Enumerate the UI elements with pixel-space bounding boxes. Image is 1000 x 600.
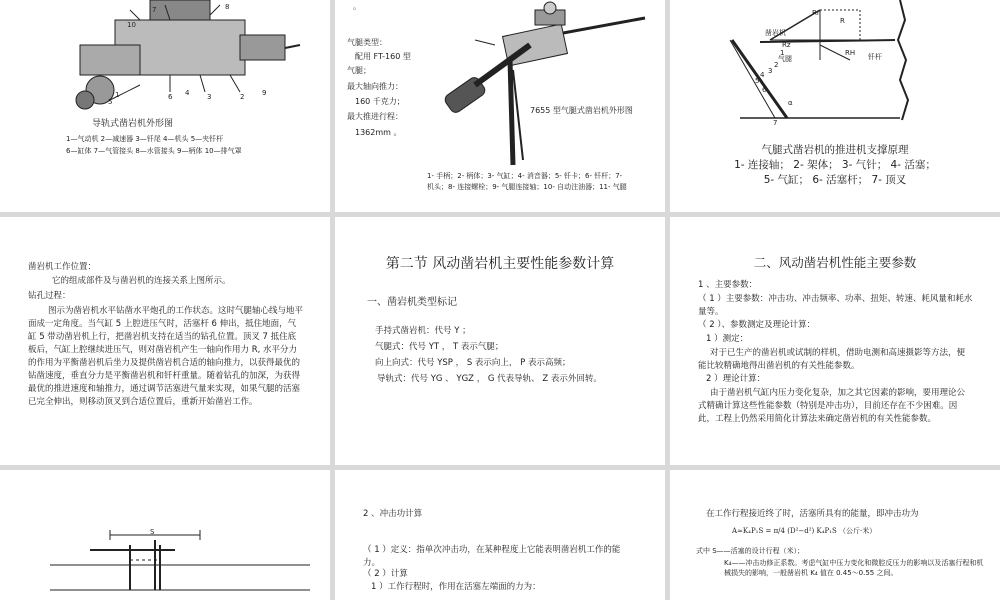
diagram-num-4: 4 [760,71,765,79]
slide-3-caption-title: 气腿式凿岩机的推进机支撑原理 [761,144,909,156]
slide-thumbnail-8[interactable] [335,470,665,600]
slide-9-line-1: 在工作行程接近终了时，活塞所具有的能量，即冲击功为 [706,509,919,519]
diagram-num-3: 3 [768,67,773,75]
slide-6-line-5: 对于已生产的凿岩机或试制的样机，借助电测和高速摄影等方法，便能比较精确地得出凿岩机的有关性能参数。 [698,348,966,371]
spec-line-6: 最大推进行程： [347,112,403,121]
slide-4-heading-1: 凿岩机工作位置： [28,262,97,272]
slide-1-legend-row-2: 6—缸体 7—气管接头 8—水管接头 9—柄体 10—排气罩 [66,147,242,155]
rock-drill-rail-illustration [0,0,330,125]
diagram-label-3: 3 [207,93,212,101]
label-R: R [840,17,845,25]
slide-thumbnail-1[interactable] [0,0,330,212]
slide-4-heading-2: 钻孔过程： [28,291,71,301]
spec-line-1: 气腿类型： [347,38,387,47]
label-alpha: α [788,99,793,107]
label-Rz: Rz [782,41,791,49]
slide-8-line-1: （ 1 ）定义：指单次冲击功，在某种程度上它能表明凿岩机工作的能力。 [363,545,621,568]
diagram-num-7: 7 [773,119,778,127]
diagram-num-6: 6 [762,86,767,94]
slide-thumbnail-7[interactable] [0,470,330,600]
label-leg: 气腿 [778,55,792,63]
slide-1-caption: 导轨式凿岩机外形图 [92,119,174,129]
spec-line-4: 最大轴向推力： [347,82,403,91]
spec-line-5: 160 千克力； [355,97,405,106]
piston-stroke-diagram [0,470,330,600]
impact-work-formula: A≈K₄P₁S = π/4 (D²−d²) K₄P₁S （公斤·米） [732,527,877,535]
spec-line-7: 1362mm 。 [355,128,402,137]
diagram-num-1: 1 [780,49,785,57]
slide-thumbnail-5[interactable] [335,217,665,465]
diagram-label-6: 6 [168,93,173,101]
diagram-label-1: 1 [115,91,120,99]
slide-9-where-line: 式中 S——活塞的设计行程（米）； [696,547,805,555]
slide-6-line-4: 1 ）测定： [706,334,749,344]
diagram-label-2: 2 [240,93,245,101]
label-Rh: RH [845,49,856,57]
slide-3-caption-line-2: 1- 连接轴； 2- 架体； 3- 气针； 4- 活塞； [734,159,936,171]
slide-2-caption: 7655 型气腿式凿岩机外形图 [530,106,633,115]
slide-2-legend-row-2: 机头；8- 连接螺栓；9- 气腿连接轴；10- 自动注油器；11- 气腿 [427,183,627,191]
label-s: S [150,528,155,536]
support-principle-diagram [670,0,1000,130]
slide-6-line-6: 2 ）理论计算： [706,374,766,384]
label-rock-drill: 凿岩机 [765,29,786,37]
diagram-label-5: 5 [108,98,113,106]
type-item-4: 导轨式：代号 YG 、 YGZ ， G 代表导轨、 Z 表示外回转。 [377,374,602,384]
slide-thumbnail-9[interactable] [670,470,1000,600]
slide-8-line-2: （ 2 ）计算 [363,569,408,579]
diagram-num-2: 2 [774,61,779,69]
slide-5-title: 第二节 风动凿岩机主要性能参数计算 [385,256,615,272]
slide-thumbnail-2[interactable] [335,0,665,212]
slide-thumbnail-6[interactable] [670,217,1000,465]
slide-4-line-1: 它的组成部件及与凿岩机的连接关系上图所示。 [52,276,231,286]
slide-thumbnail-4[interactable] [0,217,330,465]
diagram-label-4: 4 [185,89,190,97]
slide-thumbnail-3[interactable] [670,0,1000,212]
diagram-label-7: 7 [152,6,157,14]
slide-4-paragraph: 图示为凿岩机水平钻凿水平炮孔的工作状态。这时气腿轴心线与地平面成一定角度。当气缸 5 上腔进压气时，活塞杆 6 伸出，抵住地面，气缸 5 带动凿岩机上行，把凿岩机支持在适当的钻孔位置。顶叉 7 抵住底板后，气缸上腔继续进压气，则对凿岩机产生一轴向作用力 R, 水平分力的作用为平衡凿岩机后坐力及提供凿岩机合适的轴向推力，以获得最优的钻凿速度，垂直分力是平衡凿岩机和钎杆重量。随着钻孔的加深，为获得最优的推进速度和轴推力，通过调节活塞进气量来实现，如果气腿的活塞已完全伸出，则移动顶叉到合适位置后，重新开始凿岩工作。 [28,306,304,407]
slide-3-caption-line-3: 5- 气缸； 6- 活塞杆； 7- 顶叉 [763,174,907,186]
diagram-label-8: 8 [225,3,230,11]
slide-5-subtitle: 一、凿岩机类型标记 [367,297,457,308]
type-item-1: 手持式凿岩机：代号 Y ； [375,326,471,336]
spec-line-2: 配用 FT-160 型 [355,52,411,61]
slide-2-legend-row-1: 1- 手柄；2- 柄体；3- 气缸；4- 消音器；5- 钎卡；6- 钎杆；7- [427,172,623,180]
label-drill-rod: 钎杆 [868,53,882,61]
diagram-num-5: 5 [755,77,760,85]
slide-6-line-7: 由于凿岩机气缸内压力变化复杂，加之其它因素的影响，要用理论公式精确计算这些性能参数（特别是冲击功），目前还存在不少困难。因此，工程上仍然采用简化计算法来确定凿岩机的有关性能参数。 [698,388,966,424]
diagram-label-9: 9 [262,89,267,97]
slide-6-title: 二、风动凿岩机性能主要参数 [753,255,917,270]
slide-8-heading: 2 、冲击功计算 [363,509,423,519]
slide-6-line-3: （ 2 ）、参数测定及理论计算： [698,320,816,330]
slide-6-line-1: 1 、主要参数： [698,280,758,290]
label-Rr: Rr [812,9,820,17]
diagram-label-10: 10 [127,21,136,29]
slide-9-k-line: K₄——冲击功修正系数。考虑气缸中压力变化和微腔反压力的影响以及活塞行程和机械损失的影响，一般凿岩机 K₄ 值在 0.45～0.55 之间。 [724,559,984,577]
type-item-3: 向上向式：代号 YSP ， S 表示向上， P 表示高频； [375,358,571,368]
leg-rock-drill-illustration [435,0,655,170]
type-item-2: 气腿式：代号 YT ， T 表示气腿； [375,342,504,352]
slide-6-line-2: （ 1 ）主要参数：冲击功、冲击频率、功率、扭矩、转速、耗风量和耗水量等。 [698,294,973,317]
slide-2-dot: 。 [353,2,361,11]
slide-1-legend-row-1: 1—气动机 2—减速器 3—钎尾 4—机头 5—夹钎杆 [66,135,224,143]
spec-line-3: 气腿； [347,66,371,75]
slide-8-line-3: 1 ）工作行程时，作用在活塞左端面的力为： [371,582,541,592]
